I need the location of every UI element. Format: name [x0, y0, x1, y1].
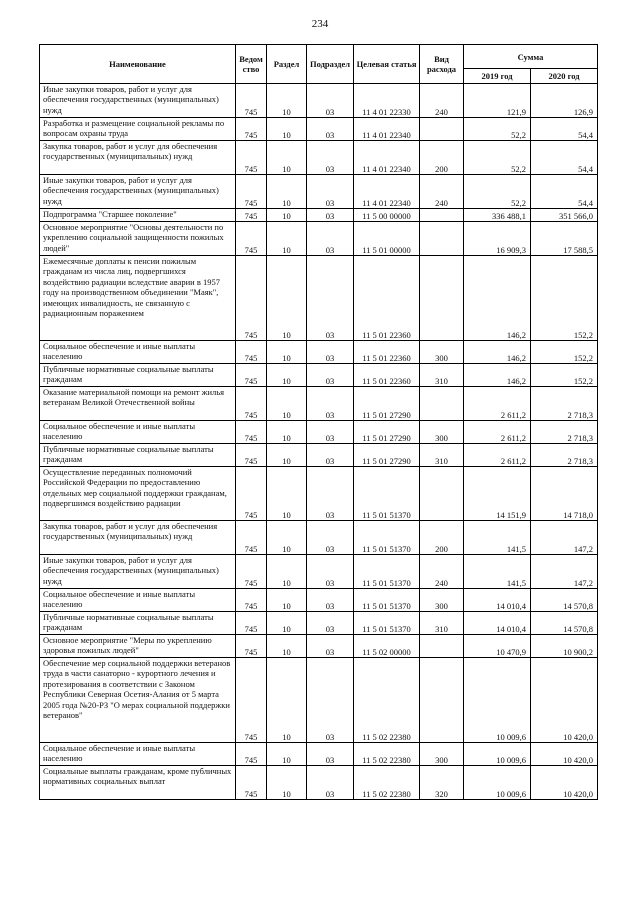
amount-2019-cell: 336 488,1 — [464, 209, 531, 222]
subsection-cell: 03 — [307, 766, 354, 800]
section-cell: 10 — [267, 364, 307, 387]
table-row — [40, 766, 598, 800]
amount-2019-cell: 14 010,4 — [464, 612, 531, 635]
subsection-cell: 03 — [307, 141, 354, 175]
exp-type-cell: 310 — [420, 364, 464, 387]
table-row — [40, 467, 598, 521]
table-row — [40, 256, 598, 341]
name-cell: Разработка и размещение социальной рекламы по вопросам охраны труда — [40, 118, 236, 141]
table-row — [40, 555, 598, 589]
header-2020: 2020 год — [531, 69, 598, 84]
amount-2020-cell: 10 420,0 — [531, 766, 598, 800]
name-cell: Публичные нормативные социальные выплаты гражданам — [40, 364, 236, 387]
table-row — [40, 444, 598, 467]
exp-type-cell: 240 — [420, 175, 464, 209]
subsection-cell: 03 — [307, 612, 354, 635]
amount-2020-cell: 152,2 — [531, 364, 598, 387]
budget-table — [39, 44, 598, 800]
amount-2020-cell: 147,2 — [531, 555, 598, 589]
exp-type-cell — [420, 387, 464, 421]
table-row — [40, 589, 598, 612]
dept-cell: 745 — [236, 766, 267, 800]
subsection-cell: 03 — [307, 743, 354, 766]
table-row — [40, 84, 598, 118]
table-row — [40, 222, 598, 256]
target-cell: 11 5 01 27290 — [354, 387, 420, 421]
header-section: Раздел — [267, 45, 307, 84]
amount-2020-cell: 14 718,0 — [531, 467, 598, 521]
exp-type-cell: 200 — [420, 141, 464, 175]
subsection-cell: 03 — [307, 256, 354, 341]
amount-2019-cell: 10 009,6 — [464, 743, 531, 766]
header-dept: Ведом ство — [236, 45, 267, 84]
section-cell: 10 — [267, 341, 307, 364]
table-row — [40, 141, 598, 175]
exp-type-cell: 240 — [420, 84, 464, 118]
subsection-cell: 03 — [307, 222, 354, 256]
amount-2019-cell: 52,2 — [464, 141, 531, 175]
amount-2020-cell: 147,2 — [531, 521, 598, 555]
target-cell: 11 5 02 22380 — [354, 743, 420, 766]
dept-cell: 745 — [236, 612, 267, 635]
section-cell: 10 — [267, 141, 307, 175]
dept-cell: 745 — [236, 467, 267, 521]
name-cell: Иные закупки товаров, работ и услуг для обеспечения государственных (муниципальных) нужд — [40, 175, 236, 209]
exp-type-cell — [420, 635, 464, 658]
target-cell: 11 5 02 22380 — [354, 658, 420, 743]
amount-2020-cell: 54,4 — [531, 141, 598, 175]
name-cell: Закупка товаров, работ и услуг для обеспечения государственных (муниципальных) нужд — [40, 141, 236, 175]
table-row — [40, 364, 598, 387]
table-row — [40, 612, 598, 635]
subsection-cell: 03 — [307, 84, 354, 118]
target-cell: 11 5 01 22360 — [354, 341, 420, 364]
exp-type-cell: 300 — [420, 589, 464, 612]
exp-type-cell: 300 — [420, 743, 464, 766]
section-cell: 10 — [267, 387, 307, 421]
amount-2020-cell: 14 570,8 — [531, 612, 598, 635]
name-cell: Социальное обеспечение и иные выплаты населению — [40, 341, 236, 364]
subsection-cell: 03 — [307, 658, 354, 743]
header-sum: Сумма — [464, 45, 598, 69]
name-cell: Обеспечение мер социальной поддержки ветеранов труда в части санаторно - курортного лечения и протезирования в соответствии с Законом Республики Северная Осетия-Алания от 5 марта 2005 года №20-РЗ "О мерах социальной поддержки ветеранов" — [40, 658, 236, 743]
amount-2019-cell: 10 009,6 — [464, 658, 531, 743]
section-cell: 10 — [267, 444, 307, 467]
subsection-cell: 03 — [307, 387, 354, 421]
target-cell: 11 5 01 51370 — [354, 612, 420, 635]
exp-type-cell: 300 — [420, 421, 464, 444]
amount-2019-cell: 146,2 — [464, 341, 531, 364]
name-cell: Основное мероприятие "Основы деятельности по укреплению социальной защищенности пожилых людей" — [40, 222, 236, 256]
exp-type-cell — [420, 209, 464, 222]
dept-cell: 745 — [236, 387, 267, 421]
subsection-cell: 03 — [307, 341, 354, 364]
subsection-cell: 03 — [307, 118, 354, 141]
amount-2020-cell: 351 566,0 — [531, 209, 598, 222]
amount-2020-cell: 126,9 — [531, 84, 598, 118]
target-cell: 11 5 01 27290 — [354, 444, 420, 467]
exp-type-cell: 320 — [420, 766, 464, 800]
amount-2019-cell: 52,2 — [464, 175, 531, 209]
amount-2019-cell: 52,2 — [464, 118, 531, 141]
dept-cell: 745 — [236, 84, 267, 118]
dept-cell: 745 — [236, 209, 267, 222]
dept-cell: 745 — [236, 256, 267, 341]
section-cell: 10 — [267, 635, 307, 658]
target-cell: 11 4 01 22340 — [354, 141, 420, 175]
amount-2020-cell: 2 718,3 — [531, 387, 598, 421]
amount-2019-cell: 146,2 — [464, 364, 531, 387]
dept-cell: 745 — [236, 555, 267, 589]
amount-2019-cell: 10 470,9 — [464, 635, 531, 658]
header-2019: 2019 год — [464, 69, 531, 84]
target-cell: 11 5 02 00000 — [354, 635, 420, 658]
amount-2020-cell: 14 570,8 — [531, 589, 598, 612]
dept-cell: 745 — [236, 341, 267, 364]
dept-cell: 745 — [236, 589, 267, 612]
amount-2019-cell: 16 909,3 — [464, 222, 531, 256]
target-cell: 11 4 01 22330 — [354, 84, 420, 118]
exp-type-cell: 310 — [420, 612, 464, 635]
table-row — [40, 341, 598, 364]
amount-2020-cell: 54,4 — [531, 175, 598, 209]
amount-2019-cell: 141,5 — [464, 521, 531, 555]
amount-2020-cell: 2 718,3 — [531, 421, 598, 444]
amount-2019-cell: 2 611,2 — [464, 421, 531, 444]
subsection-cell: 03 — [307, 635, 354, 658]
name-cell: Основное мероприятие "Меры по укреплению здоровья пожилых людей" — [40, 635, 236, 658]
name-cell: Оказание материальной помощи на ремонт жилья ветеранам Великой Отечественной войны — [40, 387, 236, 421]
exp-type-cell: 300 — [420, 341, 464, 364]
amount-2019-cell: 14 010,4 — [464, 589, 531, 612]
dept-cell: 745 — [236, 444, 267, 467]
exp-type-cell — [420, 222, 464, 256]
target-cell: 11 4 01 22340 — [354, 118, 420, 141]
amount-2019-cell: 146,2 — [464, 256, 531, 341]
amount-2019-cell: 121,9 — [464, 84, 531, 118]
target-cell: 11 5 01 51370 — [354, 555, 420, 589]
dept-cell: 745 — [236, 521, 267, 555]
section-cell: 10 — [267, 589, 307, 612]
table-body — [40, 84, 598, 800]
dept-cell: 745 — [236, 743, 267, 766]
header-target: Целевая статья — [354, 45, 420, 84]
header-exp-type: Вид расхода — [420, 45, 464, 84]
amount-2020-cell: 152,2 — [531, 341, 598, 364]
name-cell: Подпрограмма "Старшее поколение" — [40, 209, 236, 222]
subsection-cell: 03 — [307, 444, 354, 467]
section-cell: 10 — [267, 612, 307, 635]
dept-cell: 745 — [236, 421, 267, 444]
amount-2020-cell: 10 420,0 — [531, 658, 598, 743]
name-cell: Осуществление переданных полномочий Российской Федерации по предоставлению отдельных мер социальной поддержки гражданам, подвергшимся воздействию радиации — [40, 467, 236, 521]
name-cell: Социальное обеспечение и иные выплаты населению — [40, 421, 236, 444]
amount-2020-cell: 54,4 — [531, 118, 598, 141]
target-cell: 11 5 01 22360 — [354, 256, 420, 341]
section-cell: 10 — [267, 743, 307, 766]
dept-cell: 745 — [236, 141, 267, 175]
header-name: Наименование — [40, 45, 236, 84]
target-cell: 11 4 01 22340 — [354, 175, 420, 209]
amount-2020-cell: 10 420,0 — [531, 743, 598, 766]
table-row — [40, 421, 598, 444]
subsection-cell: 03 — [307, 421, 354, 444]
target-cell: 11 5 01 51370 — [354, 589, 420, 612]
section-cell: 10 — [267, 658, 307, 743]
section-cell: 10 — [267, 555, 307, 589]
amount-2020-cell: 10 900,2 — [531, 635, 598, 658]
table-row — [40, 209, 598, 222]
subsection-cell: 03 — [307, 209, 354, 222]
name-cell: Закупка товаров, работ и услуг для обеспечения государственных (муниципальных) нужд — [40, 521, 236, 555]
name-cell: Иные закупки товаров, работ и услуг для обеспечения государственных (муниципальных) нужд — [40, 84, 236, 118]
section-cell: 10 — [267, 467, 307, 521]
section-cell: 10 — [267, 521, 307, 555]
table-row — [40, 658, 598, 743]
amount-2020-cell: 17 588,5 — [531, 222, 598, 256]
subsection-cell: 03 — [307, 175, 354, 209]
section-cell: 10 — [267, 209, 307, 222]
target-cell: 11 5 01 27290 — [354, 421, 420, 444]
name-cell: Социальные выплаты гражданам, кроме публичных нормативных социальных выплат — [40, 766, 236, 800]
target-cell: 11 5 01 00000 — [354, 222, 420, 256]
dept-cell: 745 — [236, 635, 267, 658]
name-cell: Социальное обеспечение и иные выплаты населению — [40, 743, 236, 766]
exp-type-cell — [420, 256, 464, 341]
amount-2020-cell: 2 718,3 — [531, 444, 598, 467]
exp-type-cell — [420, 118, 464, 141]
page-number: 234 — [311, 18, 329, 30]
amount-2019-cell: 10 009,6 — [464, 766, 531, 800]
name-cell: Иные закупки товаров, работ и услуг для обеспечения государственных (муниципальных) нужд — [40, 555, 236, 589]
section-cell: 10 — [267, 175, 307, 209]
target-cell: 11 5 02 22380 — [354, 766, 420, 800]
amount-2020-cell: 152,2 — [531, 256, 598, 341]
exp-type-cell: 240 — [420, 555, 464, 589]
amount-2019-cell: 14 151,9 — [464, 467, 531, 521]
dept-cell: 745 — [236, 118, 267, 141]
name-cell: Социальное обеспечение и иные выплаты населению — [40, 589, 236, 612]
dept-cell: 745 — [236, 658, 267, 743]
header-subsection: Подраздел — [307, 45, 354, 84]
table-row — [40, 521, 598, 555]
header-row — [40, 45, 598, 69]
amount-2019-cell: 2 611,2 — [464, 387, 531, 421]
section-cell: 10 — [267, 421, 307, 444]
subsection-cell: 03 — [307, 521, 354, 555]
table-row — [40, 118, 598, 141]
table-row — [40, 387, 598, 421]
table-row — [40, 743, 598, 766]
table-row — [40, 175, 598, 209]
exp-type-cell: 310 — [420, 444, 464, 467]
target-cell: 11 5 01 22360 — [354, 364, 420, 387]
name-cell: Публичные нормативные социальные выплаты гражданам — [40, 444, 236, 467]
section-cell: 10 — [267, 118, 307, 141]
section-cell: 10 — [267, 222, 307, 256]
amount-2019-cell: 141,5 — [464, 555, 531, 589]
exp-type-cell: 200 — [420, 521, 464, 555]
dept-cell: 745 — [236, 222, 267, 256]
section-cell: 10 — [267, 84, 307, 118]
target-cell: 11 5 01 51370 — [354, 521, 420, 555]
exp-type-cell — [420, 658, 464, 743]
dept-cell: 745 — [236, 175, 267, 209]
dept-cell: 745 — [236, 364, 267, 387]
exp-type-cell — [420, 467, 464, 521]
subsection-cell: 03 — [307, 467, 354, 521]
name-cell: Ежемесячные доплаты к пенсии пожилым гражданам из числа лиц, подвергшихся воздействию радиации вследствие аварии в 1957 году на производственном объединении "Маяк", имеющих инвалидность, не связанную с радиационным поражением — [40, 256, 236, 341]
subsection-cell: 03 — [307, 555, 354, 589]
subsection-cell: 03 — [307, 589, 354, 612]
target-cell: 11 5 00 00000 — [354, 209, 420, 222]
amount-2019-cell: 2 611,2 — [464, 444, 531, 467]
table-row — [40, 635, 598, 658]
section-cell: 10 — [267, 256, 307, 341]
section-cell: 10 — [267, 766, 307, 800]
name-cell: Публичные нормативные социальные выплаты гражданам — [40, 612, 236, 635]
target-cell: 11 5 01 51370 — [354, 467, 420, 521]
subsection-cell: 03 — [307, 364, 354, 387]
